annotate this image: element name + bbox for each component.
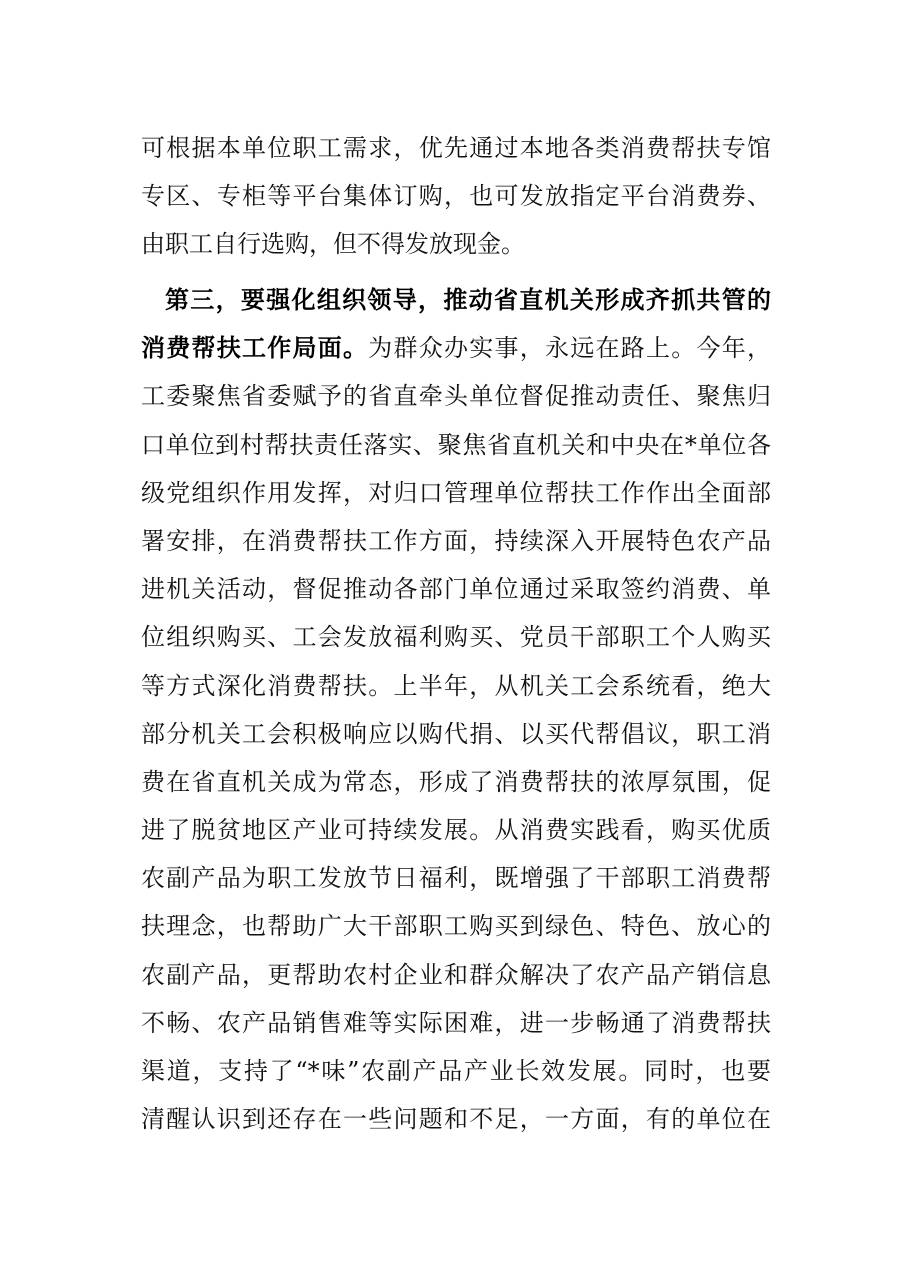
text-line: 由职工自行选购，但不得发放现金。 [141,230,525,259]
text-line: 不畅、农产品销售难等实际困难，进一步畅通了消费帮扶 [141,1008,771,1037]
paragraph-2 [141,276,771,1143]
text-line: 等方式深化消费帮扶。上半年，从机关工会系统看，绝大 [141,671,771,700]
text-line: 部分机关工会积极响应以购代捐、以买代帮倡议，职工消 [141,719,771,748]
text-line: 口单位到村帮扶责任落实、聚焦省直机关和中央在*单位各 [141,430,771,459]
text-line: 渠道，支持了“*味”农副产品产业长效发展。同时，也要 [141,1057,771,1085]
text-line [141,324,771,372]
text-line: 位组织购买、工会发放福利购买、党员干部职工个人购买 [141,623,771,652]
text-line: 署安排，在消费帮扶工作方面，持续深入开展特色农产品 [141,526,771,555]
text-line: 进机关活动，督促推动各部门单位通过采取签约消费、单 [141,575,771,604]
paragraph-1 [141,124,771,269]
section-heading-end: 消费帮扶工作局面。 [141,333,369,363]
text-line: 扶理念，也帮助广大干部职工购买到绿色、特色、放心的 [141,912,771,941]
text-run: 为群众办实事，永远在路上。今年， [368,334,771,363]
text-line: 清醒认识到还存在一些问题和不足，一方面，有的单位在 [141,1105,771,1134]
text-line: 可根据本单位职工需求，优先通过本地各类消费帮扶专馆 [141,134,771,162]
text-line: 农副产品为职工发放节日福利，既增强了干部职工消费帮 [141,864,771,893]
text-line: 级党组织作用发挥，对归口管理单位帮扶工作作出全面部 [141,478,771,507]
text-line: 工委聚焦省委赋予的省直牵头单位督促推动责任、聚焦归 [141,382,771,411]
section-heading-line: 第三，要强化组织领导，推动省直机关形成齐抓共管的 [165,285,771,314]
text-line: 专区、专柜等平台集体订购，也可发放指定平台消费券、 [141,182,771,211]
text-line: 农副产品，更帮助农村企业和群众解决了农产品产销信息 [141,960,771,989]
text-line: 费在省直机关成为常态，形成了消费帮扶的浓厚氛围，促 [141,767,771,796]
text-line: 进了脱贫地区产业可持续发展。从消费实践看，购买优质 [141,816,771,845]
